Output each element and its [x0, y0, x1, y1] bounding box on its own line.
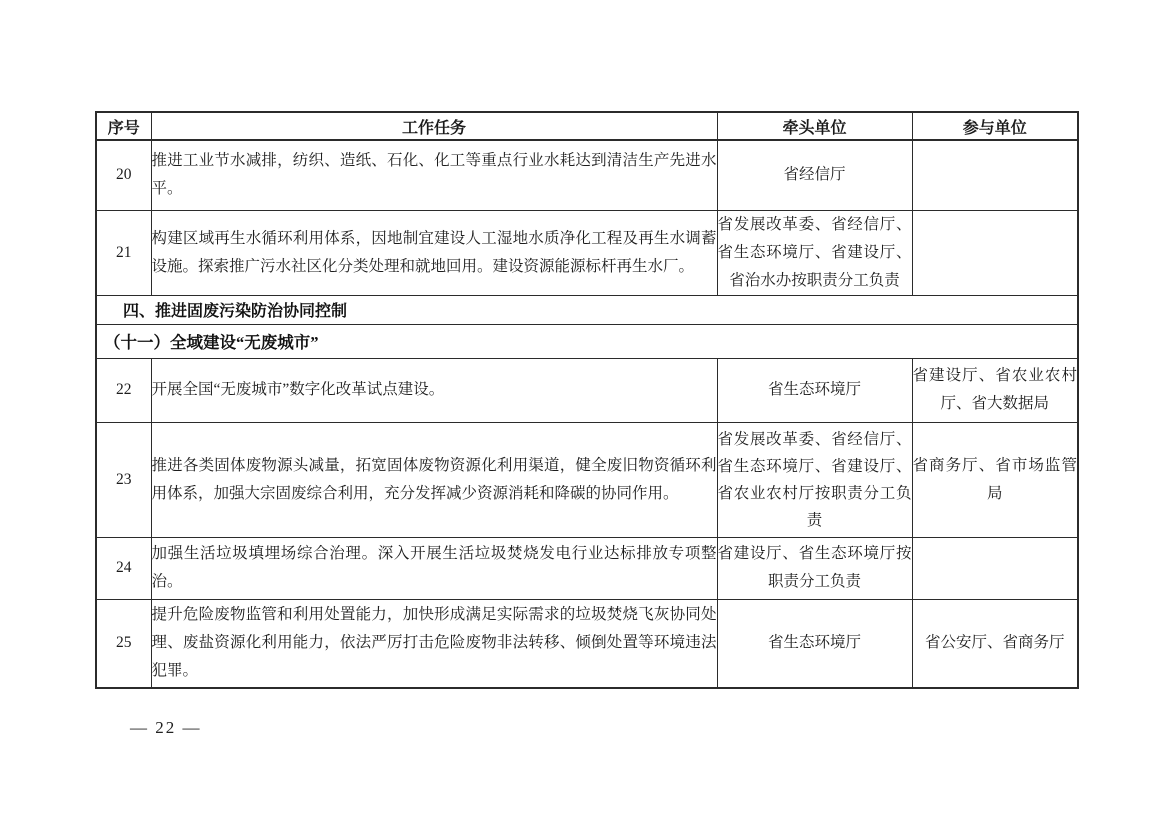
- table-row-24: [96, 537, 1078, 599]
- task-cell: 开展全国“无废城市”数字化改革试点建设。: [151, 358, 717, 422]
- lead-unit-cell: 省发展改革委、省经信厅、省生态环境厅、省建设厅、省农业农村厅按职责分工负责: [717, 422, 912, 537]
- header-cell-task: 工作任务: [151, 112, 717, 140]
- table-row-21: [96, 210, 1078, 295]
- row-number-cell: 24: [96, 537, 151, 599]
- table-row-22: [96, 358, 1078, 422]
- section-header-row: [96, 295, 1078, 324]
- task-cell: 推进各类固体废物源头减量，拓宽固体废物资源化利用渠道，健全废旧物资循环利用体系，加强大宗固废综合利用，充分发挥减少资源消耗和降碳的协同作用。: [151, 422, 717, 537]
- row-number-cell: 21: [96, 210, 151, 295]
- lead-unit-cell: 省生态环境厅: [717, 599, 912, 688]
- lead-unit-cell: 省发展改革委、省经信厅、省生态环境厅、省建设厅、省治水办按职责分工负责: [717, 210, 912, 295]
- task-cell: 加强生活垃圾填埋场综合治理。深入开展生活垃圾焚烧发电行业达标排放专项整治。: [151, 537, 717, 599]
- table-row-25: [96, 599, 1078, 688]
- lead-unit-cell: 省经信厅: [717, 140, 912, 210]
- task-cell: 构建区域再生水循环利用体系，因地制宜建设人工湿地水质净化工程及再生水调蓄设施。探索推广污水社区化分类处理和就地回用。建设资源能源标杆再生水厂。: [151, 210, 717, 295]
- header-cell-participant-unit: 参与单位: [912, 112, 1078, 140]
- work-task-table: [95, 111, 1079, 689]
- table-row-20: [96, 140, 1078, 210]
- participant-unit-cell: 省建设厅、省农业农村厅、省大数据局: [912, 358, 1078, 422]
- row-number-cell: 25: [96, 599, 151, 688]
- lead-unit-cell: 省生态环境厅: [717, 358, 912, 422]
- header-cell-no: 序号: [96, 112, 151, 140]
- header-cell-lead-unit: 牵头单位: [717, 112, 912, 140]
- participant-unit-cell: [912, 140, 1078, 210]
- page-number: — 22 —: [130, 718, 202, 737]
- subsection-header-row: [96, 324, 1078, 358]
- task-cell: 推进工业节水减排，纺织、造纸、石化、化工等重点行业水耗达到清洁生产先进水平。: [151, 140, 717, 210]
- participant-unit-cell: 省公安厅、省商务厅: [912, 599, 1078, 688]
- table-row-23: [96, 422, 1078, 537]
- participant-unit-cell: [912, 210, 1078, 295]
- lead-unit-cell: 省建设厅、省生态环境厅按职责分工负责: [717, 537, 912, 599]
- subsection-header-label: （十一）全域建设“无废城市”: [96, 324, 1078, 358]
- participant-unit-cell: 省商务厅、省市场监管局: [912, 422, 1078, 537]
- table-header-row: [96, 112, 1078, 140]
- row-number-cell: 22: [96, 358, 151, 422]
- row-number-cell: 23: [96, 422, 151, 537]
- section-header-label: 四、推进固废污染防治协同控制: [96, 295, 1078, 324]
- row-number-cell: 20: [96, 140, 151, 210]
- participant-unit-cell: [912, 537, 1078, 599]
- task-cell: 提升危险废物监管和利用处置能力，加快形成满足实际需求的垃圾焚烧飞灰协同处理、废盐资源化利用能力，依法严厉打击危险废物非法转移、倾倒处置等环境违法犯罪。: [151, 599, 717, 688]
